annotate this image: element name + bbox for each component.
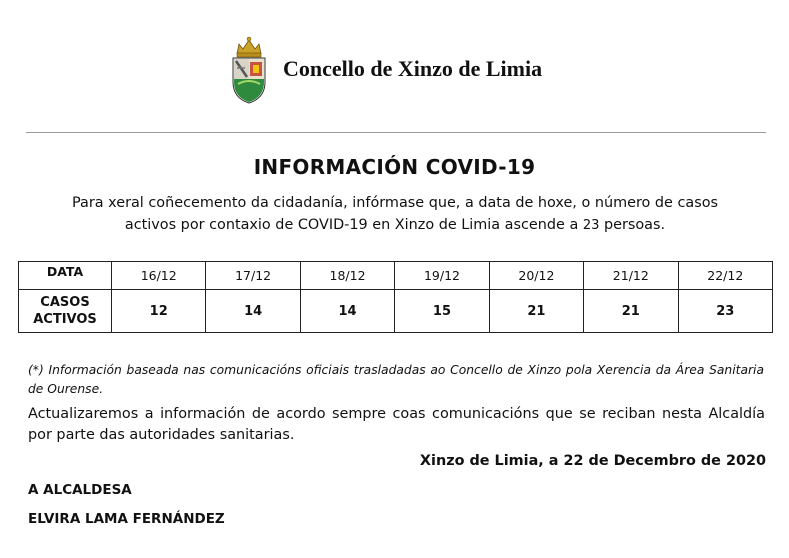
table-cell-date: 19/12 bbox=[395, 262, 489, 290]
header-divider bbox=[26, 132, 766, 133]
table-cell-cases: 23 bbox=[678, 290, 772, 333]
intro-line-1: Para xeral coñecemento da cidadanía, infórmase que, a data de hoxe, o número de casos bbox=[71, 195, 719, 211]
letterhead bbox=[229, 34, 542, 104]
table-cell-date: 17/12 bbox=[206, 262, 300, 290]
table-cell-cases: 21 bbox=[489, 290, 583, 333]
table-cell-cases: 15 bbox=[395, 290, 489, 333]
table-row-cases bbox=[19, 290, 773, 333]
cases-header-line1: CASOS bbox=[40, 295, 90, 310]
dateline: Xinzo de Limia, a 22 de Decembro de 2020 bbox=[419, 453, 766, 469]
table-cell-date: 16/12 bbox=[112, 262, 206, 290]
table-cell-date: 18/12 bbox=[300, 262, 394, 290]
source-note: (*) Información baseada nas comunicacións oficiais trasladadas ao Concello de Xinzo pola Xerencia da Área Sanitaria de Ourense. bbox=[28, 363, 764, 396]
cases-table bbox=[18, 261, 773, 333]
page-title: INFORMACIÓN COVID-19 bbox=[253, 155, 536, 179]
coat-of-arms-icon bbox=[229, 34, 269, 104]
table-row-dates bbox=[19, 262, 773, 290]
table-cell-cases: 14 bbox=[300, 290, 394, 333]
organization-name: Concello de Xinzo de Limia bbox=[283, 56, 543, 81]
update-paragraph: Actualizaremos a información de acordo sempre coas comunicacións que se reciban nesta Alcaldía por parte das autoridades sanitarias. bbox=[28, 406, 765, 443]
signer-role: A ALCALDESA bbox=[28, 482, 132, 498]
signer-name: ELVIRA LAMA FERNÁNDEZ bbox=[28, 511, 225, 527]
table-cell-date: 22/12 bbox=[678, 262, 772, 290]
cases-header-line2: ACTIVOS bbox=[33, 312, 97, 327]
date-header: DATA bbox=[19, 262, 112, 290]
table-cell-cases: 14 bbox=[206, 290, 300, 333]
cases-header bbox=[19, 290, 112, 333]
table-cell-cases: 21 bbox=[584, 290, 678, 333]
intro-text-end: persoas. bbox=[599, 217, 666, 233]
intro-line-2 bbox=[30, 214, 760, 237]
table-cell-date: 21/12 bbox=[584, 262, 678, 290]
table-cell-date: 20/12 bbox=[489, 262, 583, 290]
intro-paragraph bbox=[30, 192, 760, 237]
table-cell-cases: 12 bbox=[112, 290, 206, 333]
active-cases-count: 23 bbox=[582, 218, 600, 233]
intro-text: activos por contaxio de COVID-19 en Xinzo de Limia ascende a bbox=[124, 217, 583, 233]
